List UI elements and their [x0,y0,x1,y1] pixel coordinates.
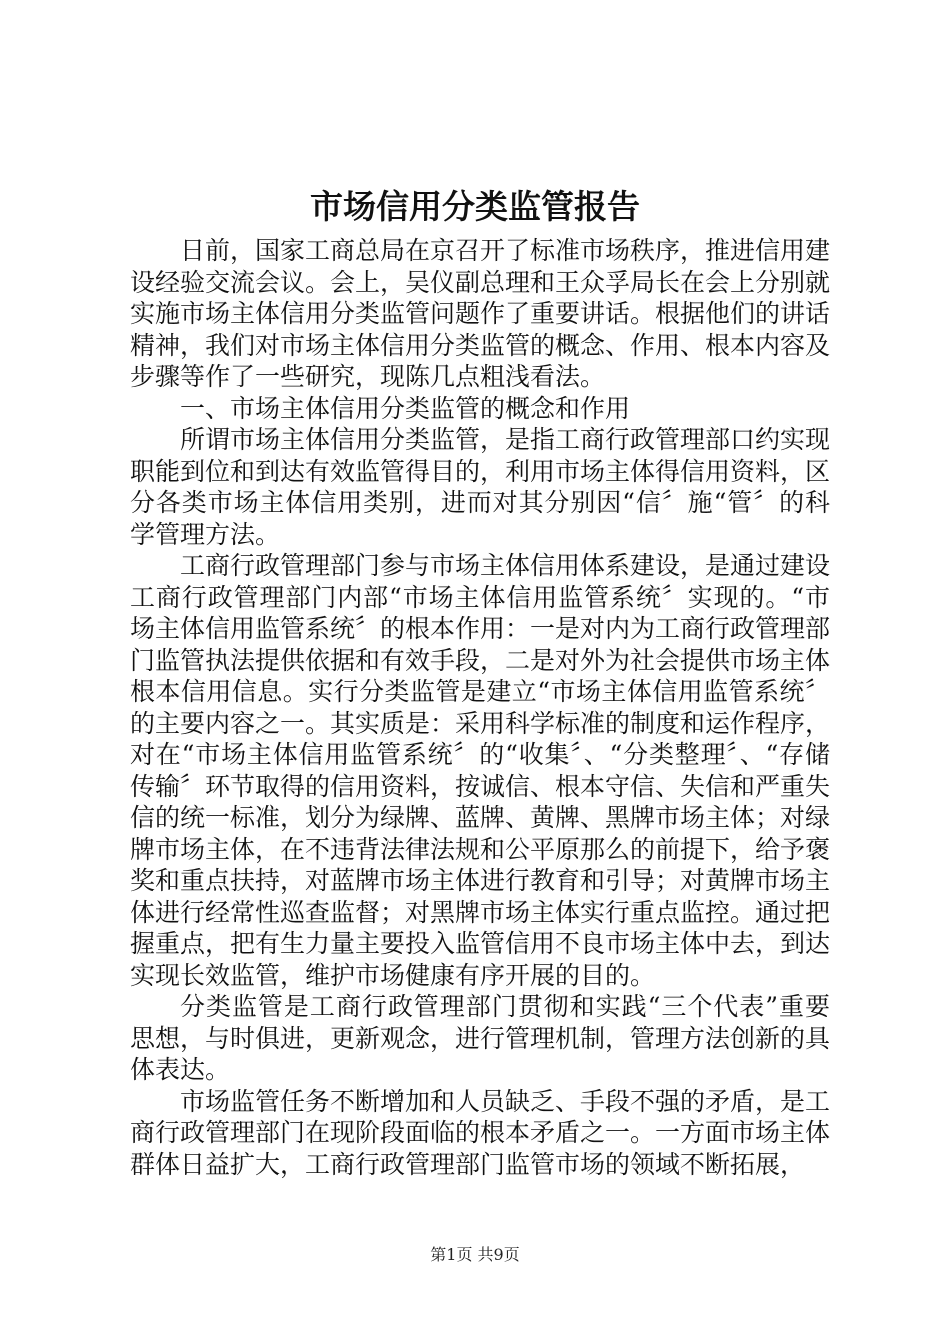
paragraph-three-represents: 分类监管是工商行政管理部门贯彻和实践“三个代表”重要思想，与时俱进，更新观念，进行管理机制，管理方法创新的具体表达。 [130,992,831,1084]
paragraph-system: 工商行政管理部门参与市场主体信用体系建设，是通过建设工商行政管理部门内部“市场主体信用监管系统〞实现的。“市场主体信用监管系统〞的根本作用：一是对内为工商行政管理部门监管执法提供依据和有效手段，二是对外为社会提供市场主体根本信用信息。实行分类监管是建立“市场主体信用监管系统〞的主要内容之一。其实质是：采用科学标准的制度和运作程序，对在“市场主体信用监管系统〞的“收集〞、“分类整理〞、“存储传输〞环节取得的信用资料，按诚信、根本守信、失信和严重失信的统一标准，划分为绿牌、蓝牌、黄牌、黑牌市场主体；对绿牌市场主体，在不违背法律法规和公平原那么的前提下，给予褒奖和重点扶持，对蓝牌市场主体进行教育和引导；对黄牌市场主体进行经常性巡查监督；对黑牌市场主体实行重点监控。通过把握重点，把有生力量主要投入监管信用不良市场主体中去，到达实现长效监管，维护市场健康有序开展的目的。 [130,551,831,990]
paragraph-intro: 日前，国家工商总局在京召开了标准市场秩序，推进信用建设经验交流会议。会上，吴仪副总理和王众孚局长在会上分别就实施市场主体信用分类监管问题作了重要讲话。根据他们的讲话精神，我们对市场主体信用分类监管的概念、作用、根本内容及步骤等作了一些研究，现陈几点粗浅看法。 [130,236,831,391]
paragraph-contradiction: 市场监管任务不断增加和人员缺乏、手段不强的矛盾，是工商行政管理部门在现阶段面临的根本矛盾之一。一方面市场主体群体日益扩大，工商行政管理部门监管市场的领域不断拓展， [130,1086,831,1179]
document-body [130,235,830,1180]
paragraph-definition: 所谓市场主体信用分类监管，是指工商行政管理部口约实现职能到位和到达有效监管得目的，利用市场主体得信用资料，区分各类市场主体信用类别，进而对其分别因“信〞施“管〞的科学管理方法。 [130,425,831,549]
document-title: 市场信用分类监管报告 [310,187,640,226]
page-footer: 第1页 共9页 [430,1245,520,1264]
section-heading-1: 一、市场主体信用分类监管的概念和作用 [180,393,631,423]
